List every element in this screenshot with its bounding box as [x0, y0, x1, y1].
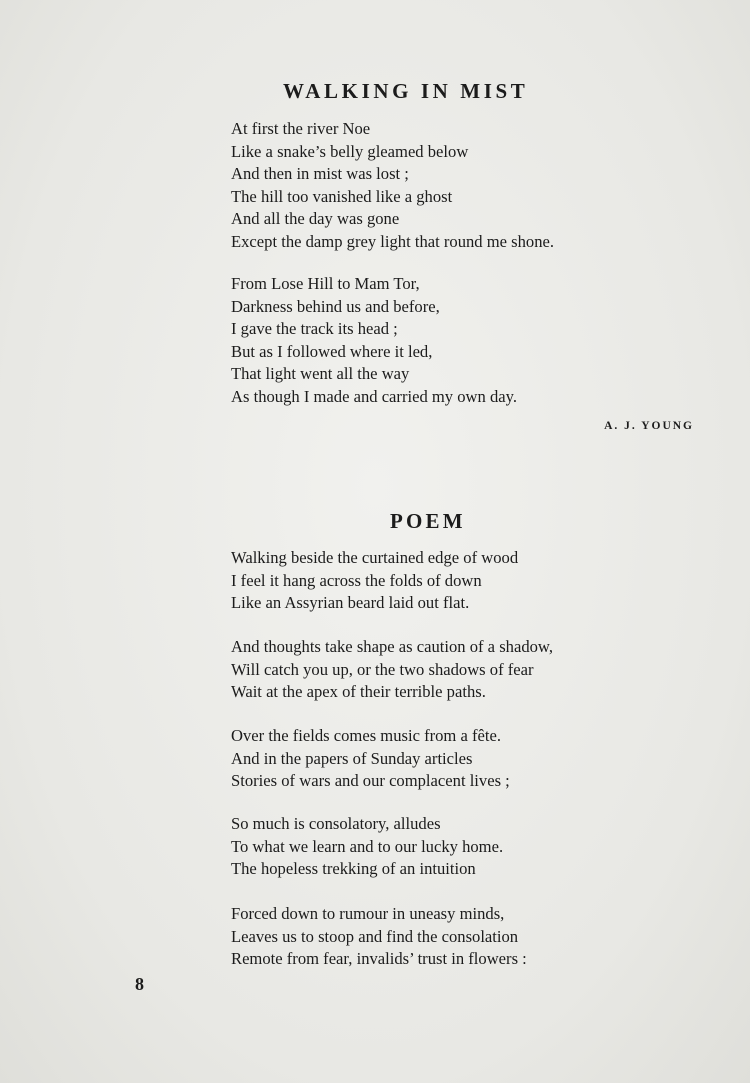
poem1-stanza-2	[231, 273, 517, 408]
poem-title-poem: POEM	[390, 509, 466, 533]
poem-line: That light went all the way	[231, 364, 410, 383]
page-number: 8	[135, 974, 144, 994]
poem2-stanza-1	[231, 547, 518, 615]
poem-line: Forced down to rumour in uneasy minds,	[231, 904, 505, 923]
poem-title-walking-in-mist: WALKING IN MIST	[283, 79, 529, 103]
poem-line: From Lose Hill to Mam Tor,	[231, 274, 420, 293]
poem-line: Stories of wars and our complacent lives ;	[231, 771, 510, 790]
poem-line: As though I made and carried my own day.	[231, 386, 518, 406]
poem-line: To what we learn and to our lucky home.	[231, 836, 504, 856]
poem-line: Except the damp grey light that round me shone.	[231, 231, 555, 251]
poem-line: So much is consolatory, alludes	[231, 814, 441, 833]
poem2-stanza-5	[231, 903, 527, 971]
poem1-stanza-1	[231, 118, 554, 253]
poem-line: Remote from fear, invalids’ trust in flowers :	[231, 949, 527, 968]
poem-line: Darkness behind us and before,	[231, 296, 440, 316]
poem-line: Like a snake’s belly gleamed below	[231, 141, 469, 161]
author-credit: A. J. YOUNG	[604, 420, 694, 432]
poem-line: Like an Assyrian beard laid out flat.	[231, 593, 470, 612]
poem-line: But as I followed where it led,	[231, 341, 433, 361]
poem-line: At first the river Noe	[231, 119, 371, 138]
poem-line: I feel it hang across the folds of down	[231, 570, 482, 590]
poem-line: And thoughts take shape as caution of a shadow,	[231, 637, 553, 656]
poem-line: And then in mist was lost ;	[231, 164, 409, 183]
poem-line: And in the papers of Sunday articles	[231, 748, 473, 768]
poem2-stanza-4	[231, 813, 503, 881]
poem-line: The hill too vanished like a ghost	[231, 186, 453, 206]
poem-line: Leaves us to stoop and find the consolation	[231, 926, 519, 946]
poem-line: Over the fields comes music from a fête.	[231, 726, 502, 745]
poem-line: The hopeless trekking of an intuition	[231, 859, 476, 878]
poem-line: I gave the track its head ;	[231, 319, 398, 338]
poem-line: Will catch you up, or the two shadows of fear	[231, 659, 534, 679]
poem-line: And all the day was gone	[231, 209, 400, 228]
poem-line: Walking beside the curtained edge of wood	[231, 548, 519, 567]
poem2-stanza-3	[231, 725, 510, 793]
poem2-stanza-2	[231, 636, 553, 704]
poem-line: Wait at the apex of their terrible paths.	[231, 682, 486, 701]
